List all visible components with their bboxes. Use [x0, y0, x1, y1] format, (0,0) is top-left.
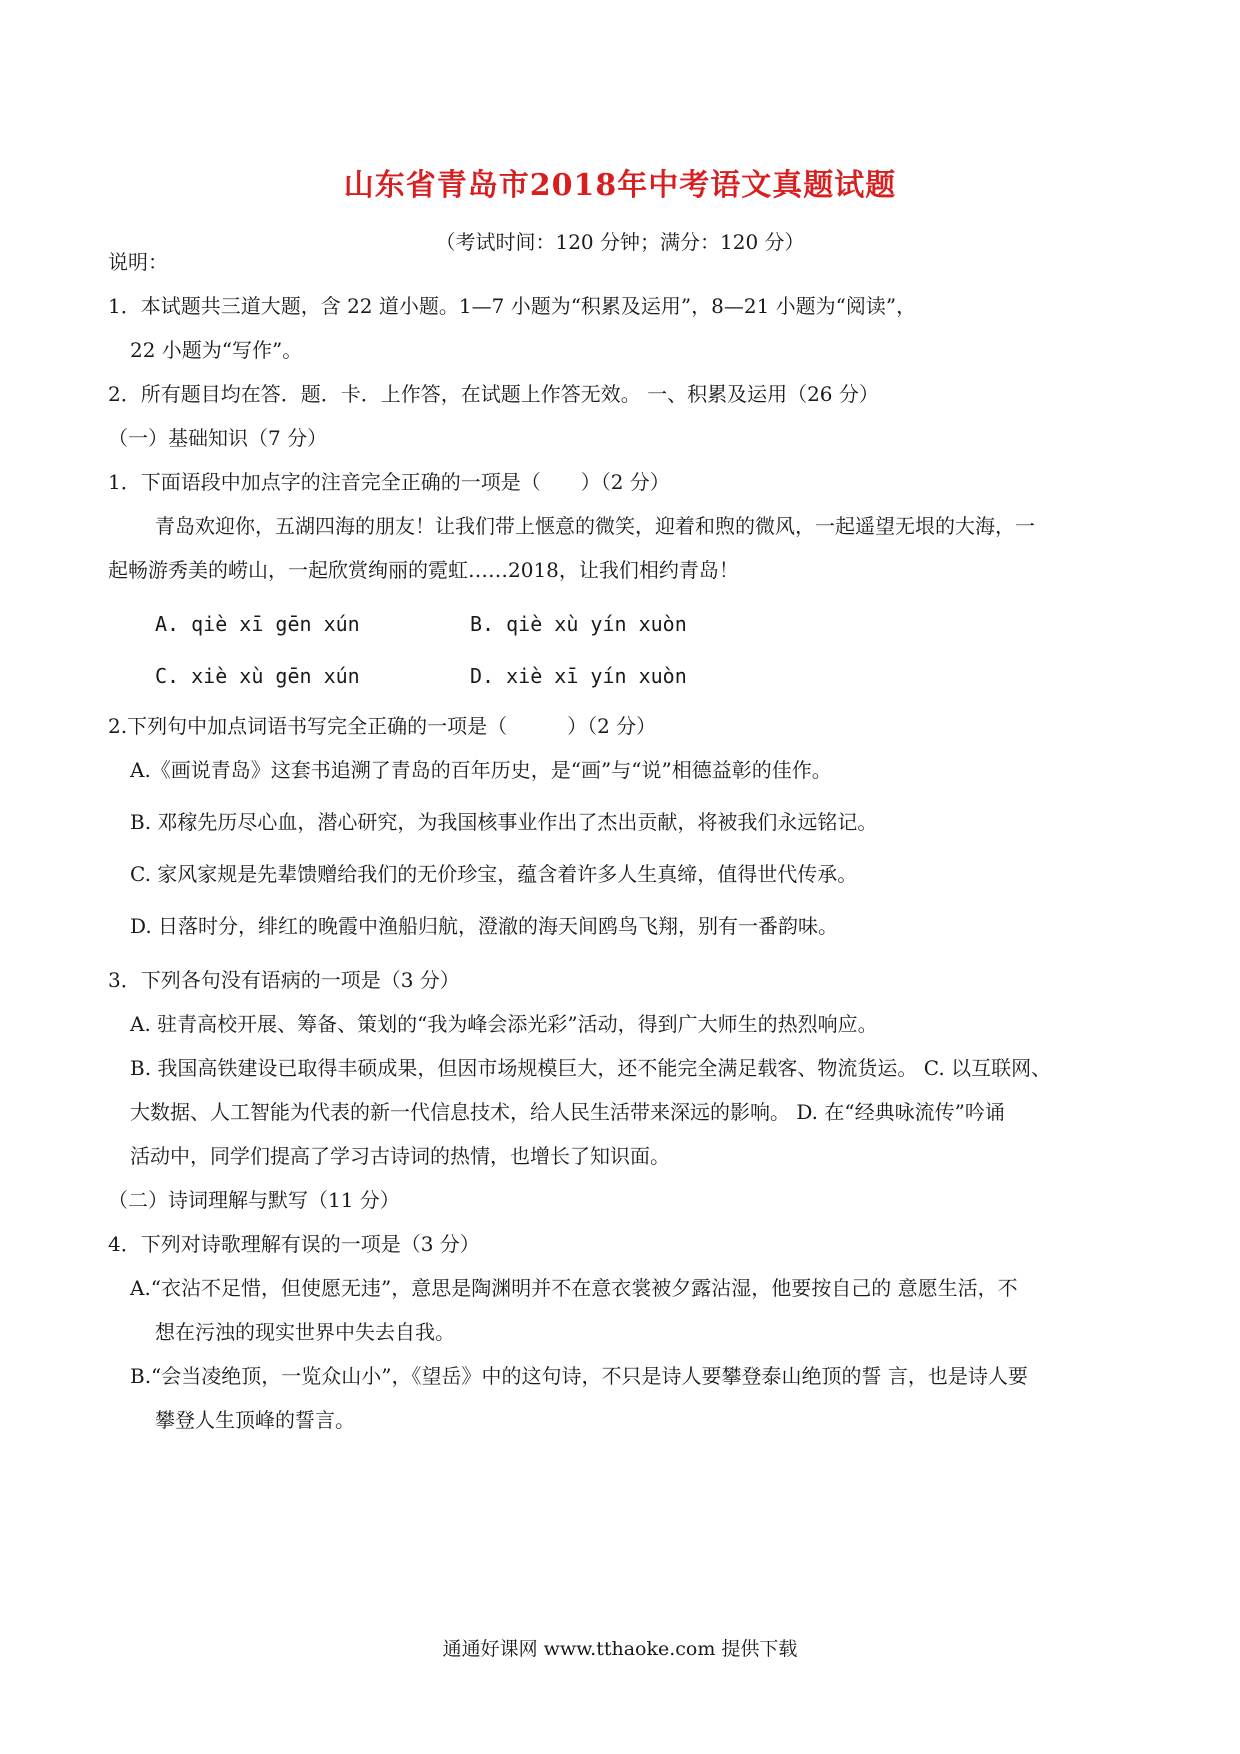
question-1-option-a: A. qiè xī gēn xún [155, 612, 360, 636]
question-2-option-b: B. 邓稼先历尽心血，潜心研究，为我国核事业作出了杰出贡献，将被我们永远铭记。 [130, 810, 878, 834]
question-3: 3．下列各句没有语病的一项是（3 分） [108, 968, 460, 992]
question-1-passage-a: 青岛欢迎你，五湖四海的朋友！让我们带上惬意的微笑，迎着和煦的微风，一起遥望无垠的大海，一 [155, 514, 1035, 538]
question-2-option-a: A.《画说青岛》这套书追溯了青岛的百年历史，是“画”与“说”相德益彰的佳作。 [130, 758, 832, 782]
question-4-option-a-line2: 想在污浊的现实世界中失去自我。 [155, 1320, 455, 1344]
question-4-option-b-line2: 攀登人生顶峰的誓言。 [155, 1408, 355, 1432]
question-4-option-b-line1: B.“会当凌绝顶，一览众山小”，《望岳》中的这句诗，不只是诗人要攀登泰山绝顶的誓 言，也是诗人要 [130, 1364, 1028, 1388]
exam-info: （考试时间：120 分钟；满分：120 分） [435, 230, 805, 254]
question-3-line-c: 大数据、人工智能为代表的新一代信息技术，给人民生活带来深远的影响。 D. 在“经典咏流传”吟诵 [130, 1100, 1005, 1124]
question-1-option-d: D. xiè xī yín xuòn [470, 664, 687, 688]
question-1-passage-b: 起畅游秀美的崂山，一起欣赏绚丽的霓虹……2018，让我们相约青岛！ [108, 558, 739, 582]
section-2-heading: （二）诗词理解与默写（11 分） [108, 1188, 400, 1212]
question-1: 1．下面语段中加点字的注音完全正确的一项是（ ）（2 分） [108, 470, 670, 494]
note-2: 2．所有题目均在答．题．卡．上作答，在试题上作答无效。 一、积累及运用（26 分） [108, 382, 879, 406]
question-1-option-c: C. xiè xù gēn xún [155, 664, 360, 688]
question-3-line-b: B. 我国高铁建设已取得丰硕成果，但因市场规模巨大，还不能完全满足载客、物流货运。 C. 以互联网、 [130, 1056, 1052, 1080]
page-title: 山东省青岛市2018年中考语文真题试题 [343, 168, 897, 203]
footer-source: 通通好课网 www.tthaoke.com 提供下载 [442, 1638, 798, 1660]
question-2-option-c: C. 家风家规是先辈馈赠给我们的无价珍宝，蕴含着许多人生真缔，值得世代传承。 [130, 862, 858, 886]
note-1a: 1．本试题共三道大题，含 22 道小题。1—7 小题为“积累及运用”，8—21 小题为“阅读”， [108, 294, 917, 318]
question-4: 4．下列对诗歌理解有误的一项是（3 分） [108, 1232, 480, 1256]
section-1-heading: （一）基础知识（7 分） [108, 426, 328, 450]
question-2-option-d: D. 日落时分，绯红的晚霞中渔船归航，澄澈的海天间鸥鸟飞翔，别有一番韵味。 [130, 914, 839, 938]
question-3-line-d: 活动中，同学们提高了学习古诗词的热情，也增长了知识面。 [130, 1144, 670, 1168]
question-2: 2.下列句中加点词语书写完全正确的一项是（ ）（2 分） [108, 714, 657, 738]
note-heading: 说明： [108, 250, 168, 274]
note-1b: 22 小题为“写作”。 [130, 338, 303, 362]
question-1-option-b: B. qiè xù yín xuòn [470, 612, 687, 636]
question-3-option-a: A. 驻青高校开展、筹备、策划的“我为峰会添光彩”活动，得到广大师生的热烈响应。 [130, 1012, 878, 1036]
question-4-option-a-line1: A.“衣沾不足惜，但使愿无违”，意思是陶渊明并不在意衣裳被夕露沾湿，他要按自己的 意愿生活，不 [130, 1276, 1018, 1300]
